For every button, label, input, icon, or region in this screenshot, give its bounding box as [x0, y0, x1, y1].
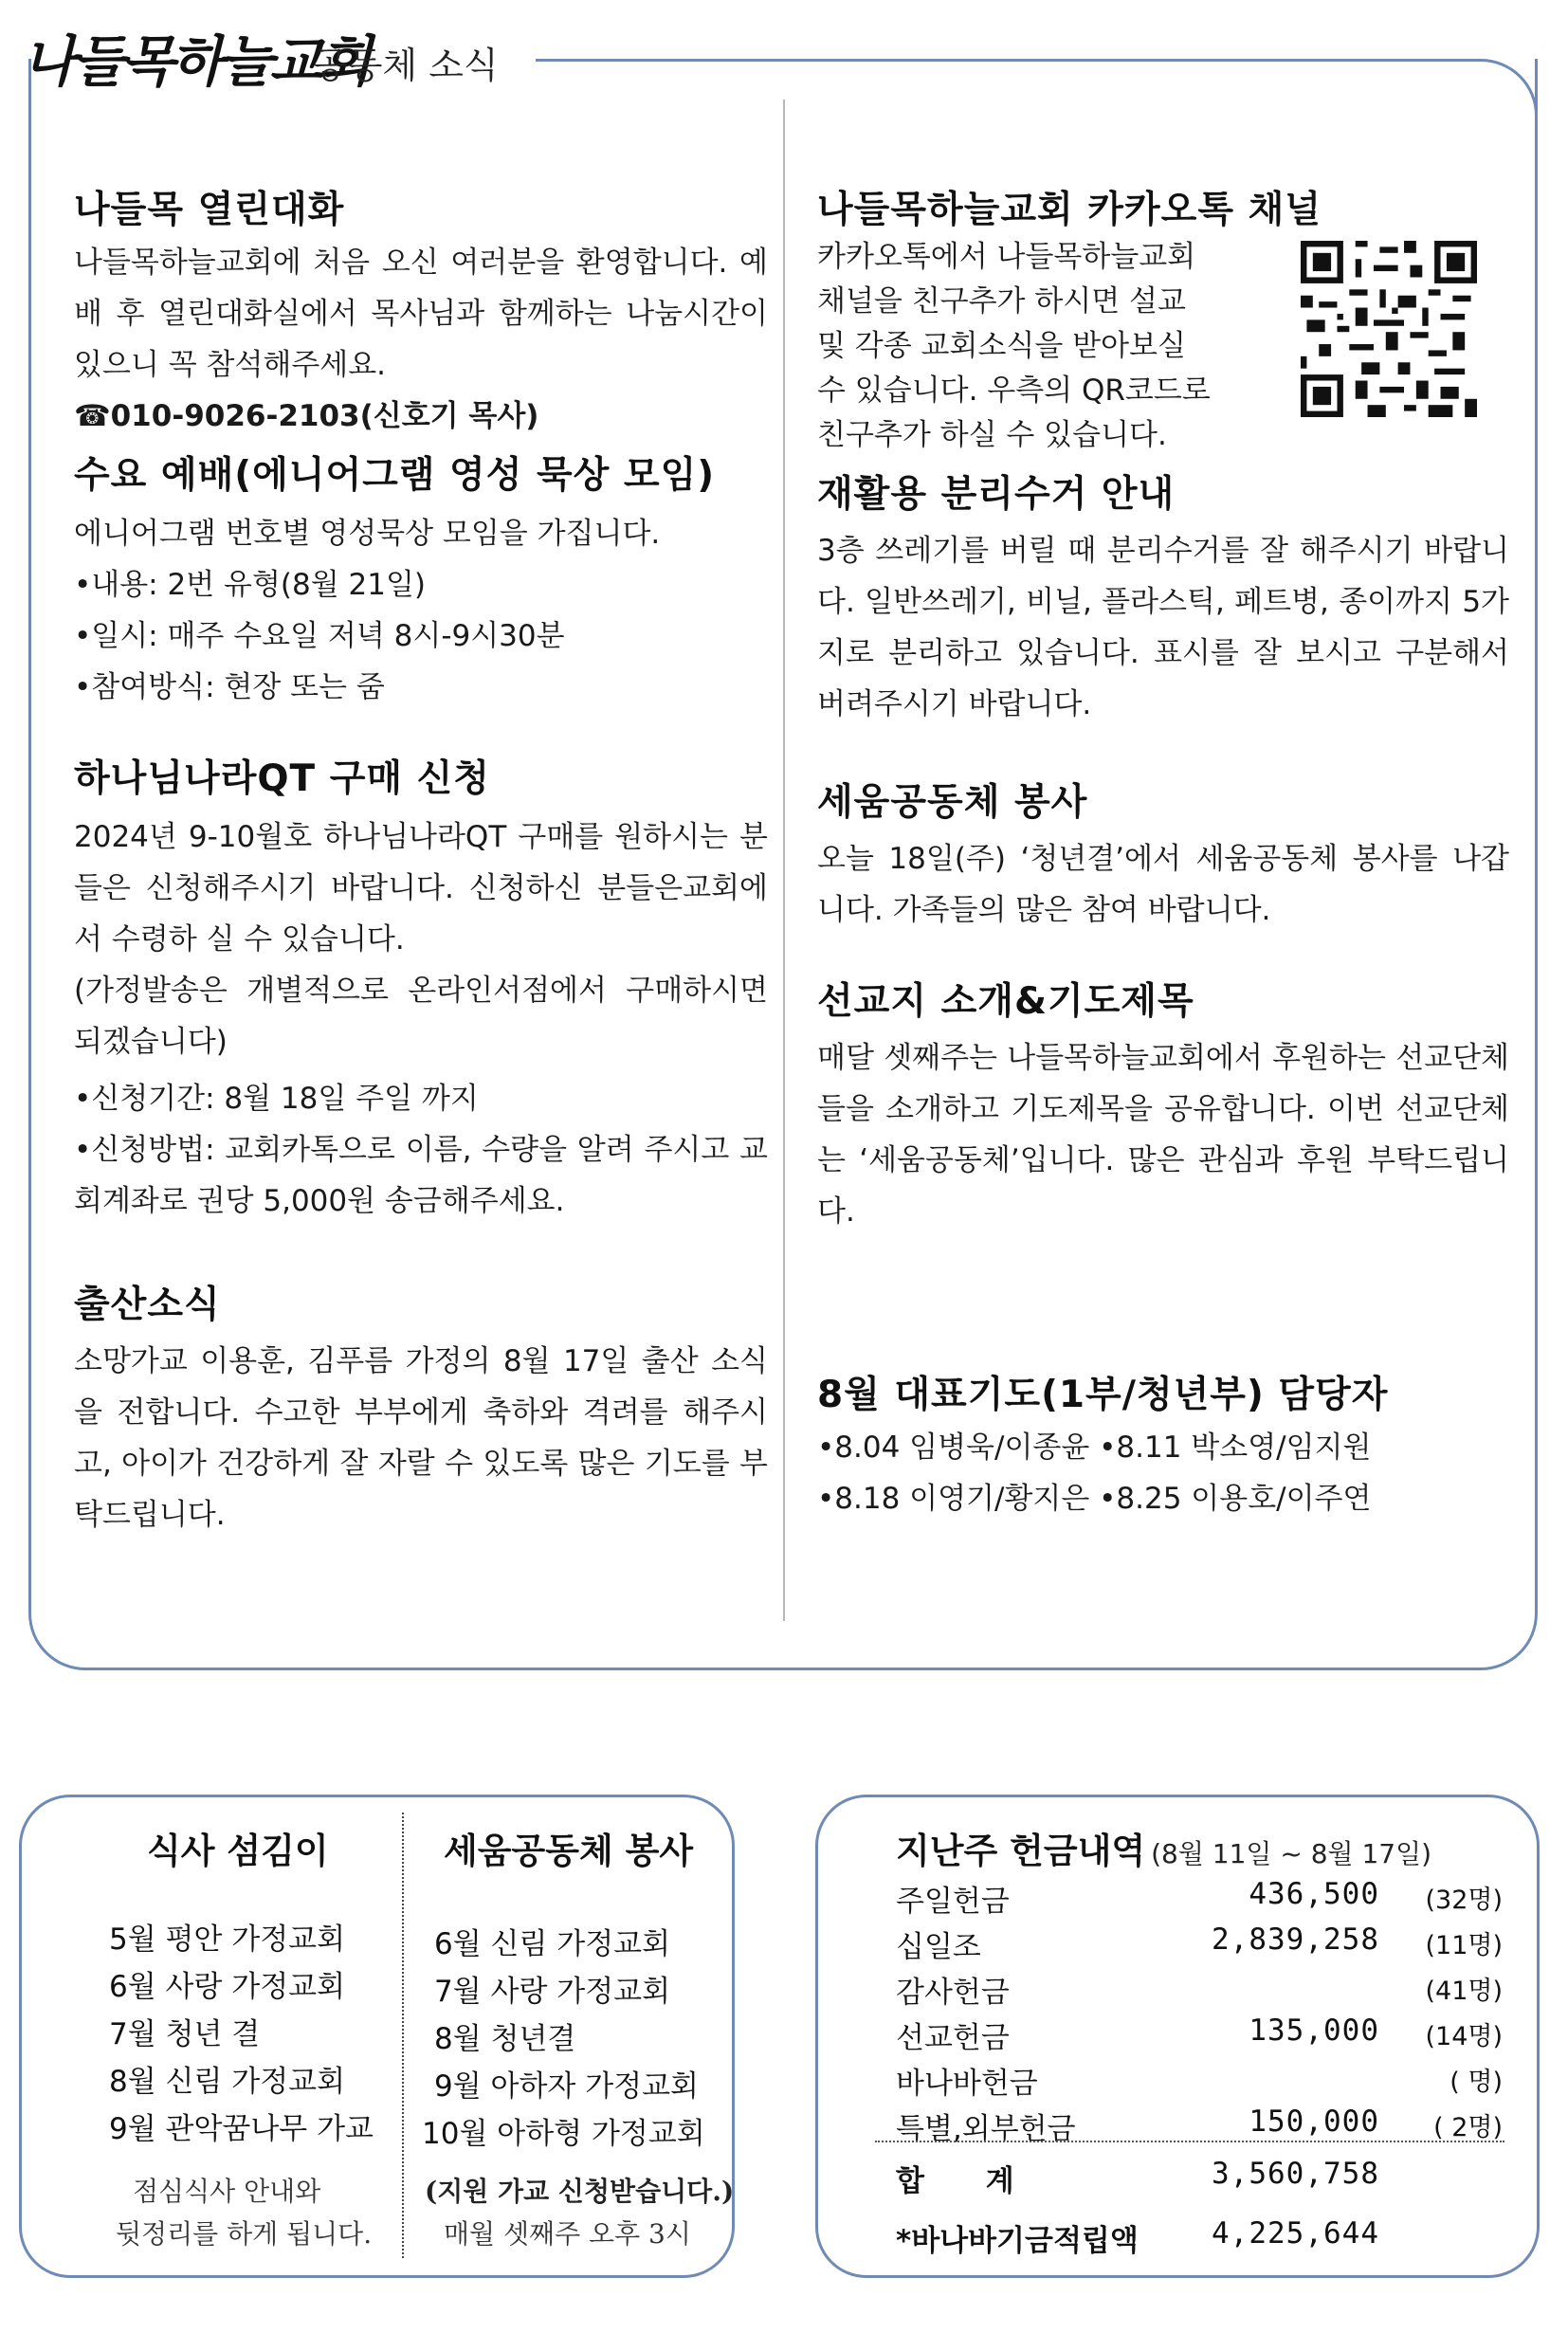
meal-item: 8월 신림 가정교회 — [109, 2065, 346, 2099]
offering-amount: 2,839,258 — [1212, 1923, 1379, 1957]
offering-amount: 150,000 — [1249, 2105, 1379, 2139]
meal-title: 식사 섬김이 — [147, 1831, 329, 1871]
offering-amount: 135,000 — [1249, 2014, 1379, 2048]
recycle-article — [817, 465, 1509, 730]
wednesday-item: •참여방식: 현장 또는 줌 — [74, 670, 385, 704]
wednesday-item: •일시: 매주 수요일 저녁 8시-9시30분 — [74, 619, 565, 653]
qt-method: •신청방법: 교회카톡으로 이름, 수량을 알려 주시고 교회계좌로 권당 5,000원 송금해주세요. — [74, 1133, 768, 1218]
qt-title: 하나님나라QT 구매 신청 — [74, 757, 490, 800]
offering-row — [896, 2059, 1503, 2103]
offering-row — [896, 1923, 1503, 1966]
offering-count: (32명) — [1425, 1886, 1503, 1915]
kakao-line: 친구추가 하실 수 있습니다. — [817, 418, 1167, 452]
meal-item: 7월 청년 결 — [109, 2017, 261, 2051]
qr-code-icon[interactable] — [1301, 241, 1477, 417]
recycle-body: 3층 쓰레기를 버릴 때 분리수거를 잘 해주시기 바랍니다. 일반쓰레기, 비닐, 플라스틱, 페트병, 종이까지 5가지로 분리하고 있습니다. 표시를 잘 보시고 구분해서 버려주시기 바랍니다. — [817, 534, 1509, 721]
offering-total-amount: 3,560,758 — [1212, 2157, 1379, 2191]
offering-count: ( 명) — [1449, 2068, 1503, 2097]
wednesday-article — [74, 446, 768, 713]
qt-article — [74, 749, 768, 1227]
meal-note: 점심식사 안내와 — [133, 2176, 321, 2207]
meal-item: 5월 평안 가정교회 — [109, 1923, 346, 1957]
offering-separator — [875, 2141, 1504, 2142]
kakao-line: 및 각종 교회소식을 받아보실 — [817, 329, 1186, 363]
qt-period: •신청기간: 8월 18일 주일 까지 — [74, 1082, 479, 1116]
open-talk-title: 나들목 열린대화 — [74, 189, 345, 231]
meal-item: 9월 관악꿈나무 가교 — [109, 2112, 374, 2146]
church-logo: 나들목하늘교회 — [23, 29, 369, 94]
offering-total-label: 합 계 — [896, 2164, 1014, 2198]
offering-label: 바나바헌금 — [896, 2067, 1038, 2101]
offering-title: 지난주 헌금내역 — [896, 1831, 1146, 1871]
offering-label: 선교헌금 — [896, 2021, 1010, 2055]
offering-amount: 436,500 — [1249, 1877, 1379, 1911]
barnabas-amount: 4,225,644 — [1212, 2216, 1379, 2251]
seum-item: 7월 사랑 가정교회 — [434, 1975, 671, 2009]
seum-item: 6월 신림 가정교회 — [434, 1927, 671, 1961]
seum-item: 8월 청년결 — [434, 2022, 576, 2056]
seum-box-title: 세움공동체 봉사 — [444, 1831, 694, 1871]
birth-title: 출산소식 — [74, 1284, 221, 1326]
frame-top-line — [536, 59, 1476, 62]
seum-title: 세움공동체 봉사 — [817, 781, 1088, 824]
offering-label: 특별,외부헌금 — [896, 2112, 1076, 2146]
birth-article — [74, 1275, 768, 1540]
kakao-line: 카카오톡에서 나들목하늘교회 — [817, 240, 1196, 274]
barnabas-row — [896, 2216, 1503, 2260]
qt-note: (가정발송은 개별적으로 온라인서점에서 구매하시면 되겠습니다) — [74, 974, 768, 1059]
recycle-title: 재활용 분리수거 안내 — [817, 473, 1176, 516]
prayer-row: •8.04 임병욱/이종윤 •8.11 박소영/임지원 — [817, 1431, 1372, 1465]
qt-body: 2024년 9-10월호 하나님나라QT 구매를 원하시는 분들은 신청해주시기 바랍니다. 신청하신 분들은교회에서 수령하 실 수 있습니다. — [74, 820, 768, 957]
offering-count: ( 2명) — [1433, 2113, 1503, 2142]
offering-count: (11명) — [1425, 1931, 1503, 1960]
seum-item: 10월 아하형 가정교회 — [422, 2117, 705, 2151]
offering-label: 감사헌금 — [896, 1976, 1010, 2010]
meal-note: 뒷정리를 하게 됩니다. — [116, 2218, 373, 2250]
offering-label: 주일헌금 — [896, 1885, 1010, 1919]
column-divider — [783, 100, 785, 1621]
seum-item: 9월 아하자 가정교회 — [434, 2069, 699, 2104]
prayer-title: 8월 대표기도(1부/청년부) 담당자 — [817, 1374, 1389, 1416]
offering-header — [896, 1822, 1431, 1873]
seum-note: (지원 가교 신청받습니다.) — [425, 2176, 735, 2207]
kakao-line: 채널을 친구추가 하시면 설교 — [817, 284, 1186, 319]
offering-count: (41명) — [1425, 1977, 1503, 2006]
wednesday-title: 수요 예배(에니어그램 영성 묵상 모임) — [74, 454, 716, 497]
mission-article — [817, 972, 1509, 1237]
barnabas-label: *바나바기금적립액 — [896, 2224, 1139, 2258]
offering-count: (14명) — [1425, 2022, 1503, 2051]
mission-body: 매달 셋째주는 나들목하늘교회에서 후원하는 선교단체들을 소개하고 기도제목을 공유합니다. 이번 선교단체는 ‘세움공동체’입니다. 많은 관심과 후원 부탁드립니다. — [817, 1041, 1509, 1229]
offering-total-row — [896, 2157, 1503, 2200]
header-subtitle: 공동체 소식 — [313, 45, 499, 86]
wednesday-body: 에니어그램 번호별 영성묵상 모임을 가집니다. — [74, 517, 661, 551]
offering-row — [896, 1968, 1503, 2012]
offering-row — [896, 2014, 1503, 2057]
wednesday-item: •내용: 2번 유형(8월 21일) — [74, 568, 426, 602]
open-talk-phone: ☎010-9026-2103(신호기 목사) — [74, 399, 539, 433]
offering-date-range: (8월 11일 ~ 8월 17일) — [1151, 1838, 1432, 1869]
seum-body: 오늘 18일(주) ‘청년결’에서 세움공동체 봉사를 나갑니다. 가족들의 많은 참여 바랍니다. — [817, 842, 1509, 927]
frame-top-corner — [1419, 59, 1538, 173]
prayer-row: •8.18 이영기/황지은 •8.25 이용호/이주연 — [817, 1482, 1372, 1516]
open-talk-body: 나들목하늘교회에 처음 오신 여러분을 환영합니다. 예배 후 열린대화실에서 목사님과 함께하는 나눔시간이 있으니 꼭 참석해주세요. — [74, 246, 768, 382]
mission-title: 선교지 소개&기도제목 — [817, 980, 1194, 1023]
meal-item: 6월 사랑 가정교회 — [109, 1970, 346, 2004]
seum-note: 매월 셋째주 오후 3시 — [444, 2218, 691, 2250]
open-talk-article — [74, 180, 768, 442]
prayer-article — [817, 1365, 1509, 1524]
seum-article — [817, 773, 1509, 936]
offering-label: 십일조 — [896, 1930, 981, 1964]
offering-row — [896, 1877, 1503, 1921]
service-box-divider — [402, 1813, 404, 2258]
kakao-line: 수 있습니다. 우측의 QR코드로 — [817, 374, 1211, 408]
birth-body: 소망가교 이용훈, 김푸름 가정의 8월 17일 출산 소식을 전합니다. 수고한 부부에게 축하와 격려를 해주시고, 아이가 건강하게 잘 자랄 수 있도록 많은 기도를 부탁드립니다. — [74, 1344, 768, 1532]
kakao-title: 나들목하늘교회 카카오톡 채널 — [817, 189, 1322, 231]
